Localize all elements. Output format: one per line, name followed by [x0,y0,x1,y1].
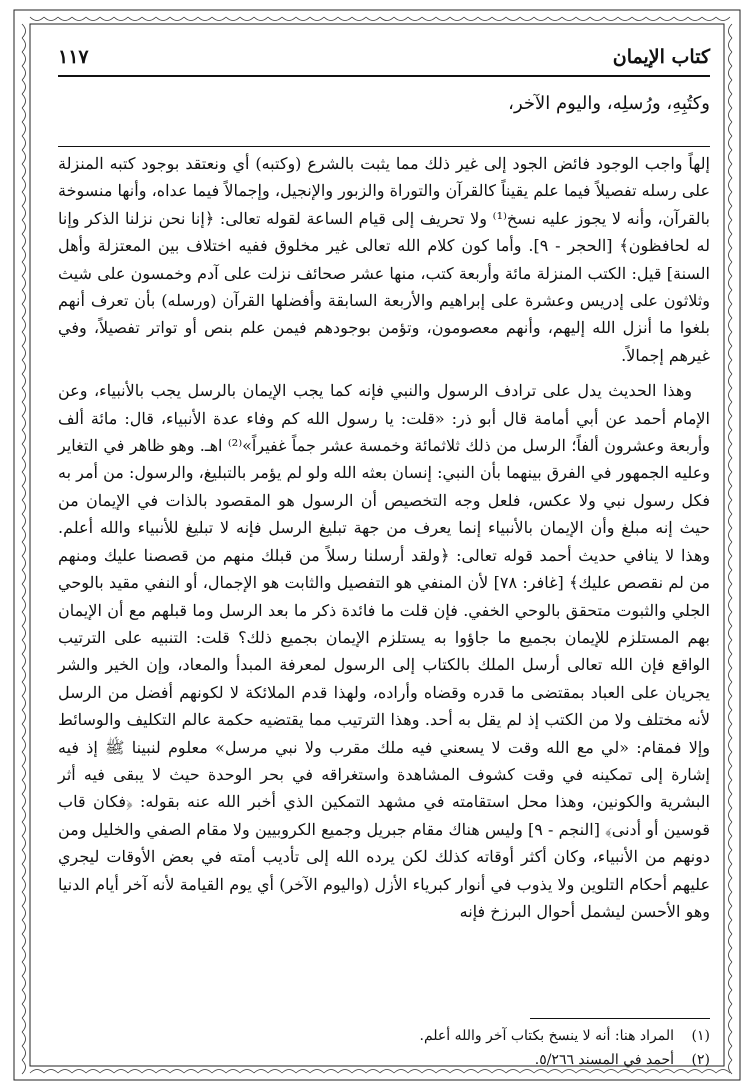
running-header [58,42,710,72]
footnote [58,1024,710,1048]
paragraph: وهذا الحديث يدل على ترادف الرسول والنبي فإنه كما يجب الإيمان بالرسل يجب بالأنبياء، وعن الإمام أحمد عن أبي أمامة قال أبو ذر: «قلت: يا رسول الله كم وفاء عدة الأنبياء، قال: مائة ألف وأربعة وعشرون ألفاً؛ الرسل من ذلك ثلاثمائة وخمسة عشر جماً غفيراً»⁽²⁾ اهـ. وهو ظاهر في التغاير وعليه الجمهور في الفرق بينهما بأن النبي: إنسان بعثه الله ولو لم يؤمر بالتبليغ، والرسول: من أمر به فكل رسول نبي ولا عكس، فلعل وجه التخصيص أن الرسول هو المقصود بالذات في الإيمان من حيث إنه مبلغ وأن الإيمان بالأنبياء إنما يعرف من جهة تبليغ الرسل فإنه لا تبليغ للأنبياء والله أعلم. وهذا لا ينافي حديث أحمد قوله تعالى: ﴿ولقد أرسلنا رسلاً من قبلك منهم من قصصنا عليك ومنهم من لم نقصص عليك﴾ [غافر: ٧٨] لأن المنفي هو التفصيل والثابت هو الإجمال، أو النفي مقيد بالوحي الجلي والثبوت متحقق بالوحي الخفي. فإن قلت ما فائدة ذكر ما بعد الرسل وما قبلهم مع أن الإيمان بهم المستلزم للإيمان بجميع ما جاؤوا به يستلزم الإيمان بجميع ذلك؟ قلت: التنبيه على الترتيب الواقع فإن الله تعالى أرسل الملك بالكتاب إلى الرسول لمعرفة المبدأ والمعاد، وإن الخير والشر يجريان على العباد بمقتضى ما قدره وقضاه وأراده، ولهذا قدم الملائكة لا لكونهم أفضل من الرسل لأنه مختلف ولا من الكتب إذ لم يقل به أحد. وهذا الترتيب مما يقتضيه حكمة عالم التكليف والوسائط وإلا فمقام: «لي مع الله وقت لا يسعني فيه ملك مقرب ولا نبي مرسل» معلوم لنبينا ﷺ إذ فيه إشارة إلى تمكينه في وقت كشوف المشاهدة واستغراقه في بحر الوحدة حيث لا يبقى فيه أثر البشرية والكونين، وهذا محل استقامته في مشهد التمكين الذي أخبر الله عنه بقوله: ﴿فكان قاب قوسين أو أدنى﴾ [النجم - ٩] وليس هناك مقام جبريل وجميع الكروبيين ولا مقام الصفي والخليل ومن دونهم من الأنبياء، وكان أكثر أوقاته كذلك لكن يرده الله إلى تأديب أمته في بعض الأوقات ليجري عليهم أحكام التلوين ولا يذوب في أنوار كبرياء الأزل (واليوم الآخر) أي يوم القيامة لأنه آخر أيام الدنيا وهو الأحسن ليشمل أحوال البرزخ فإنه [58,381,711,921]
commentary-body [58,150,710,925]
footnote-number: (١) [691,1028,710,1044]
footnote-text: أحمد في المسند ٥/٢٦٦. [534,1052,674,1068]
paragraph: إلهاً واجب الوجود فائض الجود إلى غير ذلك مما يثبت بالشرع (وكتبه) أي ونعتقد بوجود كتبه المنزلة على رسله تفصيلاً فيما علم يقيناً كالقرآن والتوراة والزبور والإنجيل، وإجمالاً فيما عداه، وأنها منسوخة بالقرآن، وأنه لا يجوز عليه نسخ⁽¹⁾ ولا تحريف إلى قيام الساعة لقوله تعالى: ﴿إنا نحن نزلنا الذكر وإنا له لحافظون﴾ [الحجر - ٩]. وأما كون كلام الله تعالى غير مخلوق ففيه اختلاف بين المعتزلة وأهل السنة] قيل: الكتب المنزلة مائة وأربعة كتب، منها عشر صحائف نزلت على آدم وخمسون على شيث وثلاثون على إدريس وعشرة على إبراهيم والأربعة السابقة وأفضلها القرآن (ورسله) بأن تعرف أنهم بلغوا ما أنزل الله إليهم، وأنهم معصومون، وتؤمن بوجودهم فيمن علم بنص أو تواتر تفصيلاً، وفي غيرهم إجمالاً. [58,154,711,365]
footnotes [58,1024,710,1072]
chapter-title: كتاب الإيمان [612,46,710,68]
header-rule [58,75,710,77]
page-number: ١١٧ [58,46,89,68]
footnote-separator [530,1018,710,1019]
matn-text: وكتُبِهِ، ورُسلِه، واليوم الآخر، [508,93,710,114]
footnote [58,1048,710,1072]
footnote-number: (٢) [691,1052,710,1068]
footnote-text: المراد هنا: أنه لا ينسخ بكتاب آخر والله أعلم. [419,1028,674,1044]
matn-separator [58,146,710,147]
